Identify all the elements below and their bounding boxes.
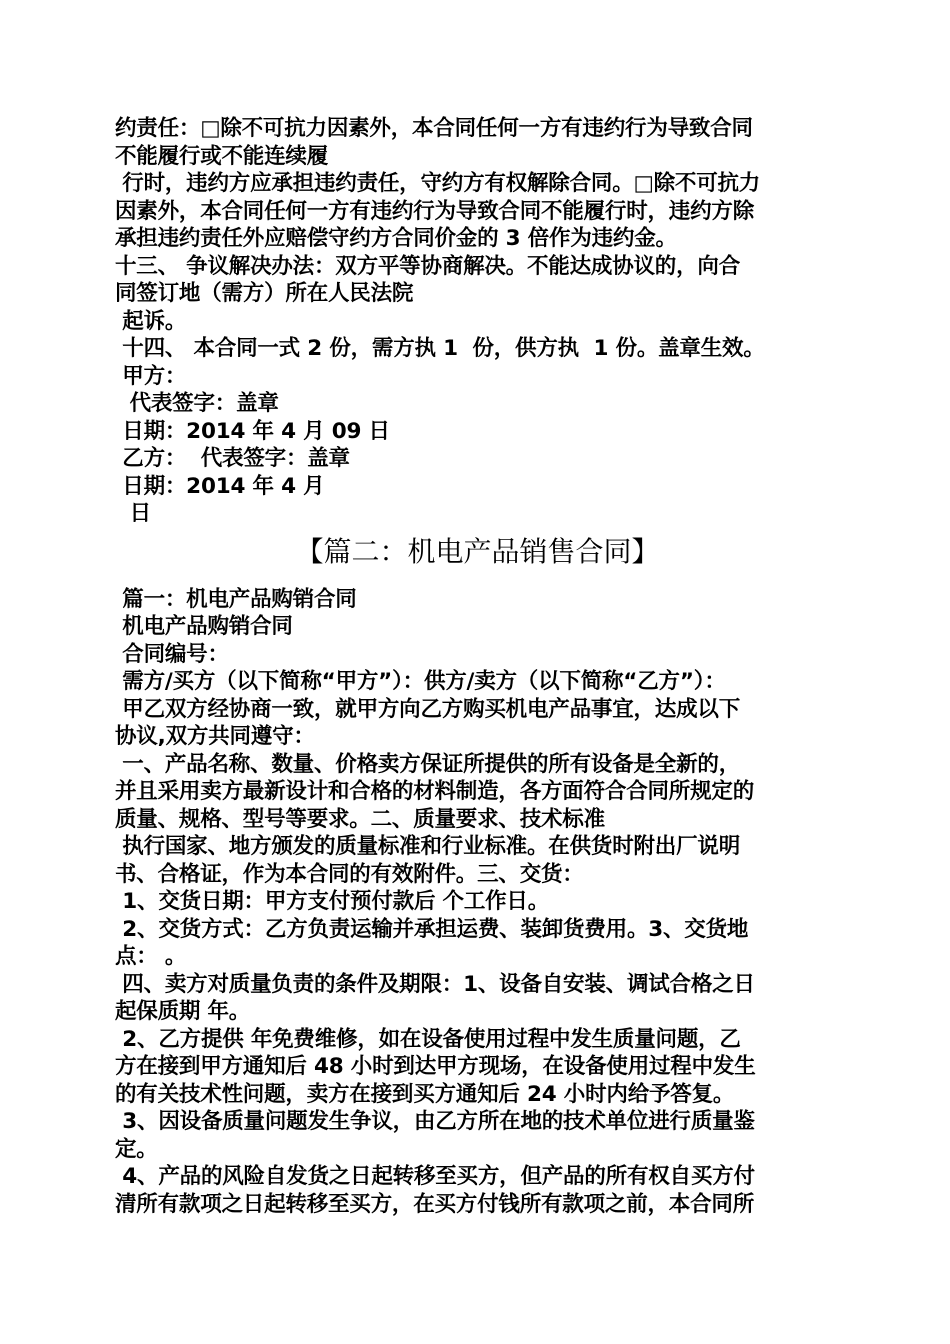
text-line: 定。 <box>115 1136 158 1162</box>
section-title: 【篇二：机电产品销售合同】 <box>295 534 660 568</box>
contract-part-one-ending <box>115 115 840 528</box>
text-line: 2、交货方式：乙方负责运输并承担运费、装卸货费用。3、交货地 <box>115 916 749 942</box>
contract-title: 机电产品购销合同 <box>115 614 293 639</box>
date-line: 日期：2014 年 4 月 09 日 <box>115 418 390 444</box>
text-line: 并且采用卖方最新设计和合格的材料制造，各方面符合合同所规定的 <box>115 779 755 804</box>
text-line: 篇一：机电产品购销合同 <box>115 586 357 612</box>
text-line: 协议,双方共同遵守： <box>115 724 315 749</box>
text-line: 十四、 本合同一式 2 份，需方执 1 份，供方执 1 份。盖章生效。 <box>115 336 765 361</box>
text-line: 十三、 争议解决办法：双方平等协商解决。不能达成协议的，向合 <box>115 253 740 279</box>
text-line: 2、乙方提供 年免费维修，如在设备使用过程中发生质量问题，乙 <box>115 1026 741 1052</box>
date-line: 日期：2014 年 4 月 <box>115 473 325 499</box>
text-line: 书、合格证，作为本合同的有效附件。三、交货： <box>115 861 584 887</box>
text-line: 甲乙双方经协商一致，就甲方向乙方购买机电产品事宜，达成以下 <box>115 696 740 722</box>
text-line: 一、产品名称、数量、价格卖方保证所提供的所有设备是全新的， <box>115 751 740 777</box>
text-line: 因素外，本合同任何一方有违约行为导致合同不能履行时，违约方除 <box>115 198 755 224</box>
contract-number: 合同编号： <box>115 641 229 667</box>
text-line: 约责任：□除不可抗力因素外，本合同任何一方有违约行为导致合同 <box>115 116 753 141</box>
party-a-label: 甲方： <box>115 363 187 389</box>
text-line: 1、交货日期：甲方支付预付款后 个工作日。 <box>115 889 550 914</box>
text-line: 行时，违约方应承担违约责任，守约方有权解除合同。□除不可抗力 <box>115 171 761 196</box>
text-line: 同签订地（需方）所在人民法院 <box>115 281 414 306</box>
text-line: 四、卖方对质量负责的条件及期限：1、设备自安装、调试合格之日 <box>115 971 755 997</box>
text-line: 执行国家、地方颁发的质量标准和行业标准。在供货时附出厂说明 <box>115 834 740 859</box>
text-line: 承担违约责任外应赔偿守约方合同价金的 3 倍作为违约金。 <box>115 226 677 251</box>
date-day: 日 <box>115 501 151 526</box>
signature-line: 代表签字：盖章 <box>115 391 279 416</box>
text-line: 需方/买方（以下简称“甲方”）：供方/卖方（以下简称“乙方”）： <box>115 669 726 694</box>
text-line: 起保质期 年。 <box>115 999 251 1024</box>
text-line: 点： 。 <box>115 944 187 969</box>
text-line: 清所有款项之日起转移至买方，在买方付钱所有款项之前，本合同所 <box>115 1191 755 1217</box>
text-line: 的有关技术性问题，卖方在接到买方通知后 24 小时内给予答复。 <box>115 1081 735 1107</box>
text-line: 质量、规格、型号等要求。二、质量要求、技术标准 <box>115 806 605 832</box>
text-line: 方在接到甲方通知后 48 小时到达甲方现场，在设备使用过程中发生 <box>115 1054 756 1079</box>
party-b-label: 乙方： 代表签字：盖章 <box>115 446 350 471</box>
text-line: 4、产品的风险自发货之日起转移至买方，但产品的所有权自买方付 <box>115 1164 755 1189</box>
contract-part-two <box>115 586 840 1219</box>
text-line: 不能履行或不能连续履 <box>115 143 329 169</box>
text-line: 起诉。 <box>115 308 187 334</box>
text-line: 3、因设备质量问题发生争议，由乙方所在地的技术单位进行质量鉴 <box>115 1109 755 1134</box>
document-page <box>115 115 840 1218</box>
